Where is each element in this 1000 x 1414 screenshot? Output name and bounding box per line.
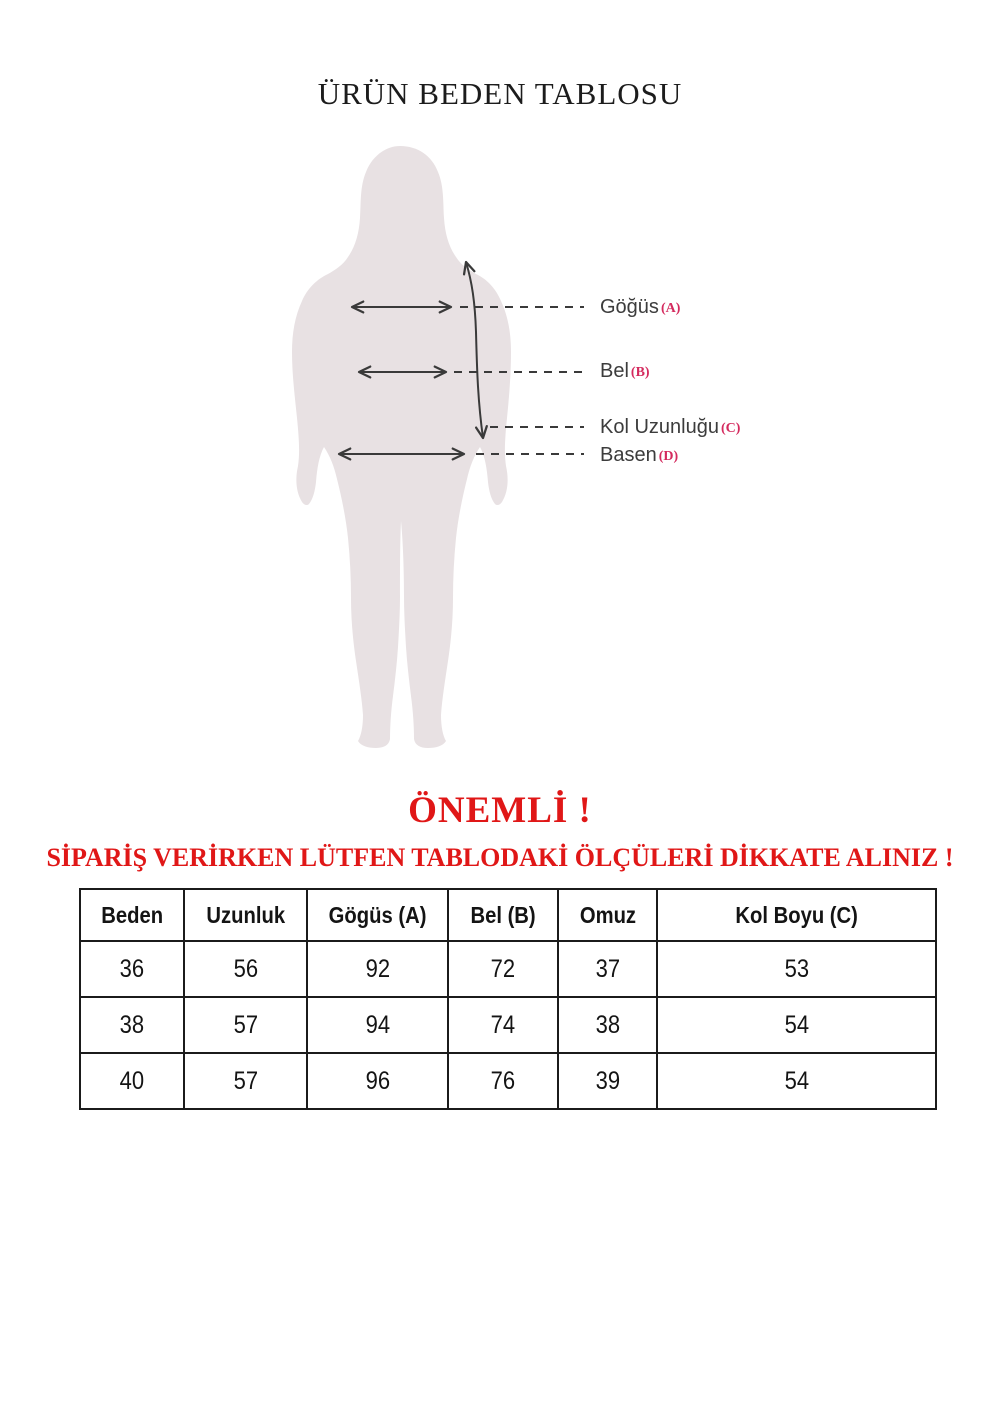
measurement-letter: (B)	[630, 365, 650, 380]
female-figure-silhouette	[292, 146, 511, 748]
cell-omuz: 38	[558, 997, 657, 1053]
measurement-label-hip	[600, 444, 678, 468]
measurement-label-waist	[600, 360, 650, 384]
measurement-label-chest	[600, 296, 680, 320]
cell-bel: 76	[448, 1053, 558, 1109]
size-table	[79, 888, 937, 1110]
header-kol-boyu: Kol Boyu (C)	[657, 889, 936, 941]
header-uzunluk: Uzunluk	[184, 889, 307, 941]
measurement-letter: (A)	[660, 301, 681, 316]
table-row-size-40	[80, 1053, 936, 1109]
cell-beden: 38	[80, 997, 184, 1053]
cell-kol-boyu: 54	[657, 1053, 936, 1109]
cell-gogus: 96	[307, 1053, 448, 1109]
measurement-letter: (D)	[658, 449, 679, 464]
cell-beden: 36	[80, 941, 184, 997]
cell-kol-boyu: 54	[657, 997, 936, 1053]
measurement-letter: (C)	[720, 421, 741, 436]
cell-uzunluk: 56	[184, 941, 307, 997]
measurement-name: Bel	[600, 360, 629, 382]
cell-uzunluk: 57	[184, 997, 307, 1053]
measurement-label-arm-length	[600, 416, 740, 440]
table-row-size-38	[80, 997, 936, 1053]
cell-omuz: 39	[558, 1053, 657, 1109]
page-title: ÜRÜN BEDEN TABLOSU	[317, 76, 683, 111]
measurement-name: Göğüs	[600, 296, 659, 318]
header-beden: Beden	[80, 889, 184, 941]
measurement-name: Basen	[600, 444, 657, 466]
warning-text: SİPARİŞ VERİRKEN LÜTFEN TABLODAKİ ÖLÇÜLERİ DİKKATE ALINIZ !	[46, 843, 954, 872]
header-bel: Bel (B)	[448, 889, 558, 941]
cell-gogus: 92	[307, 941, 448, 997]
cell-omuz: 37	[558, 941, 657, 997]
cell-bel: 74	[448, 997, 558, 1053]
header-gogus: Gögüs (A)	[307, 889, 448, 941]
size-table-header-row	[80, 889, 936, 941]
measurement-name: Kol Uzunluğu	[600, 416, 719, 438]
cell-bel: 72	[448, 941, 558, 997]
important-heading: ÖNEMLİ !	[408, 790, 592, 831]
cell-gogus: 94	[307, 997, 448, 1053]
table-row-size-36	[80, 941, 936, 997]
cell-kol-boyu: 53	[657, 941, 936, 997]
cell-beden: 40	[80, 1053, 184, 1109]
cell-uzunluk: 57	[184, 1053, 307, 1109]
header-omuz: Omuz	[558, 889, 657, 941]
